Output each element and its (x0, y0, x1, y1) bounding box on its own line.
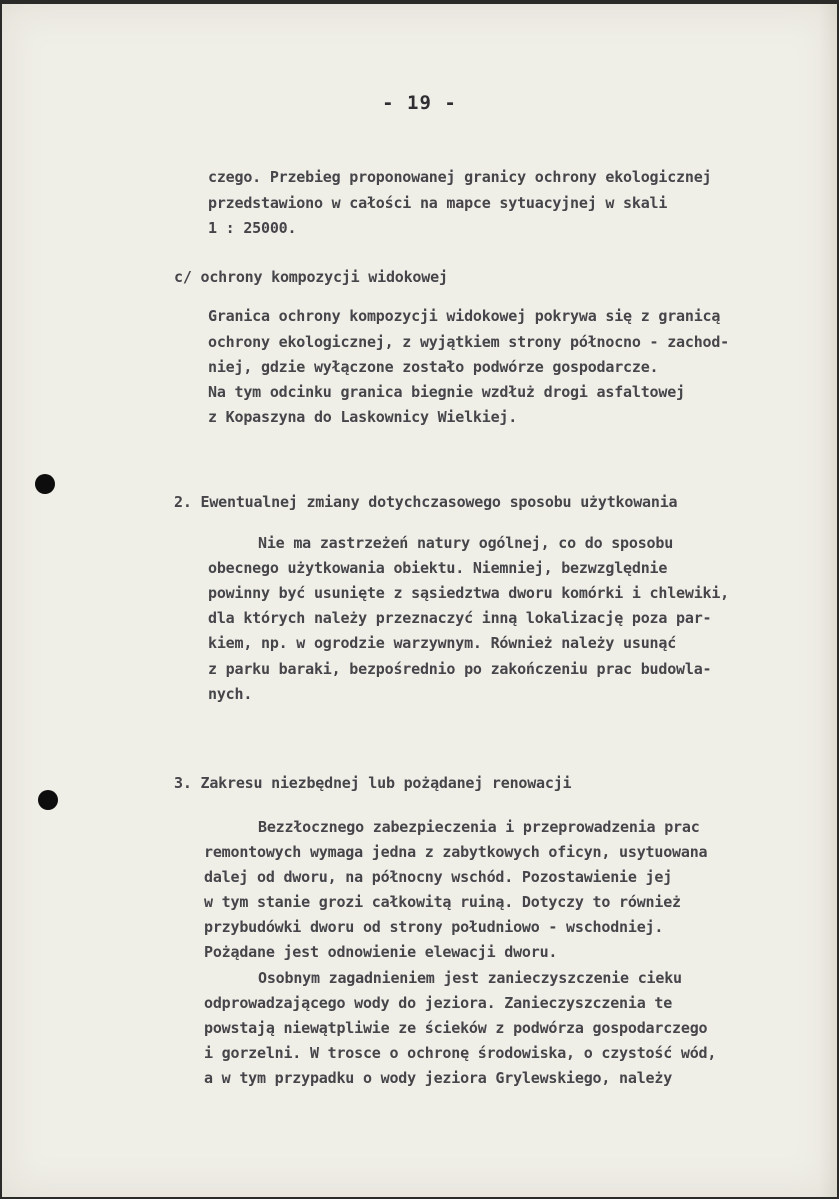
section-3-line-11: a w tym przypadku o wody jeziora Grylewskiego, należy (204, 1069, 673, 1087)
section-2-line-3: powinny być usunięte z sąsiedztwa dworu komórki i chlewiki, (208, 584, 730, 602)
section-2-line-2: obecnego użytkowania obiektu. Niemniej, bezwzględnie (208, 559, 668, 577)
section-2-line-5: kiem, np. w ogrodzie warzywnym. Również należy usunąć (208, 634, 677, 652)
section-3-line-9: powstają niewątpliwie ze ścieków z podwórza gospodarczego (204, 1019, 708, 1037)
section-3-line-7: Osobnym zagadnieniem jest zanieczyszczenie cieku (258, 969, 682, 987)
section-3-line-8: odprowadzającego wody do jeziora. Zanieczyszczenia te (204, 994, 673, 1012)
section-c-line-2: ochrony ekologicznej, z wyjątkiem strony północno - zachod- (208, 333, 730, 351)
page-number: - 19 - (382, 92, 457, 114)
intro-line-2: przedstawiono w całości na mapce sytuacyjnej w skali (208, 194, 668, 212)
section-3-line-5: przybudówki dworu od strony południowo - wschodniej. (204, 918, 664, 936)
section-3-line-4: w tym stanie grozi całkowitą ruiną. Dotyczy to również (204, 893, 681, 911)
section-3-heading: 3. Zakresu niezbędnej lub pożądanej renowacji (174, 774, 572, 792)
section-c-line-4: Na tym odcinku granica biegnie wzdłuż drogi asfaltowej (208, 383, 685, 401)
intro-line-3: 1 : 25000. (208, 219, 297, 237)
section-3-line-1: Bezzłocznego zabezpieczenia i przeprowadzenia prac (258, 818, 700, 836)
section-3-line-3: dalej od dworu, na północny wschód. Pozostawienie jej (204, 868, 673, 886)
section-c-heading: c/ ochrony kompozycji widokowej (174, 268, 448, 286)
section-3-line-2: remontowych wymaga jedna z zabytkowych oficyn, usytuowana (204, 843, 708, 861)
section-2-heading: 2. Ewentualnej zmiany dotychczasowego sposobu użytkowania (174, 493, 678, 511)
section-2-line-7: nych. (208, 685, 253, 703)
section-2-line-6: z parku baraki, bezpośrednio po zakończeniu prac budowla- (208, 660, 712, 678)
section-2-line-1: Nie ma zastrzeżeń natury ogólnej, co do sposobu (258, 534, 674, 552)
intro-line-1: czego. Przebieg proponowanej granicy ochrony ekologicznej (208, 168, 712, 186)
section-c-line-3: niej, gdzie wyłączone zostało podwórze gospodarcze. (208, 358, 659, 376)
document-page (2, 4, 837, 1197)
page-edge-shading (819, 4, 837, 1197)
section-c-line-5: z Kopaszyna do Laskownicy Wielkiej. (208, 408, 518, 426)
section-2-line-4: dla których należy przeznaczyć inną lokalizację poza par- (208, 609, 712, 627)
section-3-line-6: Pożądane jest odnowienie elewacji dworu. (204, 943, 558, 961)
punch-hole-bottom (38, 790, 58, 810)
section-3-line-10: i gorzelni. W trosce o ochronę środowiska, o czystość wód, (204, 1044, 717, 1062)
section-c-line-1: Granica ochrony kompozycji widokowej pokrywa się z granicą (208, 307, 721, 325)
punch-hole-top (35, 474, 55, 494)
